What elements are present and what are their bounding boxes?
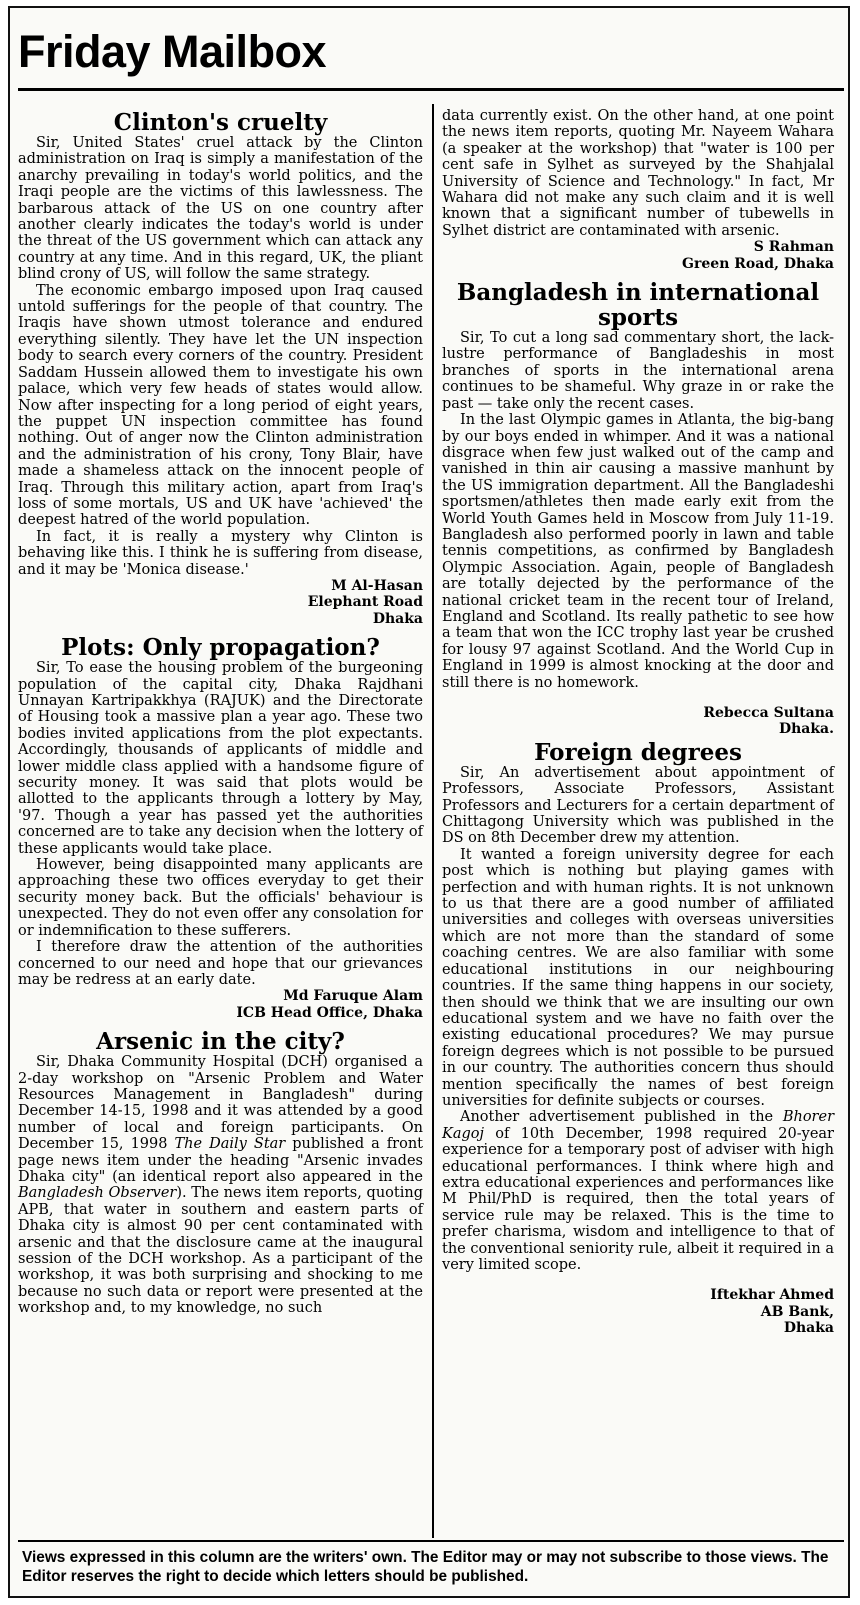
letter-signature-city: Dhaka. [778,721,834,738]
letter-headline: Foreign degrees [534,738,742,766]
letter-signature-name: Rebecca Sultana [703,705,834,721]
text-run: ). The news item reports, quoting APB, that water in southern and eastern parts of Dhaka city is almost 90 per cent contaminated with arsenic and that the disclosure came at the inaugural session of the DCH workshop. As a participant of the workshop, it was both surprising and shocking to me because no such data or report were presented at the workshop and, to my knowledge, no such [18,1185,423,1317]
letter-headline: Bangladesh in international sports [456,279,820,332]
letter-paragraph: It wanted a foreign university degree for each post which is nothing but playing games with perfection and with human rights. It is not unknown to us that there are a good number of affiliated universities and colleges with overseas universities which are not more than the standard of some coaching centres. We are also familiar with some educational institutions in our neighbouring countries. If the same thing happens in our society, then should we think that we are insulting our own educational system and we have no faith over the existing educational procedures? We may pursue foreign degrees which is not possible to be pursued in our country. The authorities concern thus should mention specifically the names of best foreign universities for definite subjects or courses. [442,846,834,1109]
letter-headline: Arsenic in the city? [96,1028,345,1056]
letter-signature-address: Elephant Road [307,594,423,611]
newspaper-name: The Daily Star [174,1136,286,1153]
column-divider [432,104,434,1538]
letter-signature-address: Green Road, Dhaka [682,255,834,272]
newspaper-name: Bangladesh Observer [18,1185,177,1202]
letter-sports [442,280,834,738]
masthead-rule [18,88,844,91]
letter-signature-name: Iftekhar Ahmed [710,1287,834,1304]
text-run: published a front page news item under the heading "Arsenic invades Dhaka city" (an identical report also appeared in the [18,1136,423,1185]
letter-paragraph: I therefore draw the attention of the authorities concerned to our need and hope that our grievances may be redress at an early date. [18,939,423,988]
text-run: Sir, Dhaka Community Hospital (DCH) organised a 2-day workshop on "Arsenic Problem and Water Resources Management in Bangladesh" during December 14-15, 1998 and it was attended by a good number of local and foreign participants. On December 15, 1998 [18,1054,423,1153]
letter-headline: Clinton's cruelty [113,109,328,136]
text-run: of 10th December, 1998 required 20-year experience for a temporary post of adviser with high educational performances. I think where high and extra educational experiences and performances like M Phil/PhD is required, then the total years of service rule may be relaxed. This is the time to prefer charisma, wisdom and intelligence to that of the conventional seniority rule, albeit it required in a very limited scope. [442,1125,834,1273]
newspaper-name: Bhorer Kagoj [442,1109,834,1142]
letter-paragraph: However, being disappointed many applicants are approaching these two offices everyday to get their security money back. But the officials' behaviour is unexpected. They do not even offer any consolation for or indemnification to these sufferers. [18,857,423,939]
editor-disclaimer: Views expressed in this column are the writers' own. The Editor may or may not subscribe to those views. The Editor reserves the right to decide which letters should be published. [22,1549,829,1585]
letter-arsenic [18,1029,423,1317]
letter-paragraph: The economic embargo imposed upon Iraq caused untold sufferings for the people of that country. The Iraqis have shown utmost tolerance and endured everything silently. They have let the UN inspection body to search every corners of the country. President Saddam Hussein allowed them to investigate his own palace, which very few heads of states would allow. Now after inspecting for a long period of eight years, the puppet UN inspection committee has found nothing. Out of anger now the Clinton administration and the administration of his crony, Tony Blair, have made a shameless attack on the innocent people of Iraq. Through this military action, apart from Iraq's loss of some mortals, US and UK have 'achieved' the deepest hatred of the world population. [18,282,423,529]
letter-paragraph: In fact, it is really a mystery why Clinton is behaving like this. I think he is suffering from disease, and it may be 'Monica disease.' [18,528,423,578]
text-run: Another advertisement published in the [460,1109,783,1126]
letter-paragraph: Sir, To cut a long sad commentary short, the lack-lustre performance of Bangladeshis in most branches of sports in the international arena continues to be shameful. Why graze in or rake the past — take only the recent cases. [442,330,834,412]
letter-signature-city: Dhaka [783,1320,834,1337]
left-column [18,108,423,1317]
letter-signature-name: S Rahman [753,239,834,256]
letter-signature-name: M Al-Hasan [331,577,423,594]
letter-paragraph [442,1109,834,1273]
letter-arsenic-continued [442,108,834,272]
letter-paragraph [18,1054,423,1317]
letter-signature-address: ICB Head Office, Dhaka [236,1004,423,1021]
letter-signature-address: AB Bank, [760,1303,834,1320]
letter-paragraph: Sir, United States' cruel attack by the Clinton administration on Iraq is simply a manifestation of the anarchy prevailing in today's world politics, and the Iraqi people are the victims of this lawlessness. The barbarous attack of the US on one country after another clearly indicates the today's world is under the threat of the US government which can attack any country at any time. And in this regard, UK, the pliant blind crony of US, will follow the same strategy. [18,135,423,283]
newspaper-page [8,6,850,1598]
page-title: Friday Mailbox [18,26,327,77]
letter-paragraph: Sir, To ease the housing problem of the burgeoning population of the capital city, Dhaka Rajdhani Unnayan Kartripakkhya (RAJUK) and the Directorate of Housing took a massive plan a year ago. These two bodies invited applications from the plot expectants. Accordingly, thousands of applicants of middle and lower middle class applied with a handsome figure of security money. It was said that plots would be allotted to the applicants through a lottery by May, '97. Though a year has passed yet the authorities concerned are to take any decision when the lottery of these applicants would take place. [18,660,423,857]
letter-signature-city: Dhaka [372,610,423,627]
footer-rule [18,1540,844,1542]
right-column [442,108,834,1337]
letter-foreign [442,740,834,1337]
letter-paragraph: Sir, An advertisement about appointment of Professors, Associate Professors, Assistant Professors and Lecturers for a certain department of Chittagong University which was published in the DS on 8th December drew my attention. [442,764,834,847]
letter-paragraph: In the last Olympic games in Atlanta, the big-bang by our boys ended in whimper. And it was a national disgrace when few just walked out of the camp and vanished in thin air causing a massive manhunt by the US immigration department. All the Bangladeshi sportsmen/athletes then made early exit from the World Youth Games held in Moscow from July 11-19. Bangladesh also performed poorly in lawn and table tennis competitions, as confirmed by Bangladesh Olympic Association. Again, people of Bangladesh are totally dejected by the performance of the national cricket team in the recent tour of Ireland, England and Scotland. Its really pathetic to see how a team that won the ICC trophy last year be crushed for lousy 97 against Scotland. And the World Cup in England in 1999 is almost knocking at the door and still there is no homework. [442,412,834,691]
letter-clinton [18,110,423,627]
letter-signature-name: Md Faruque Alam [283,988,423,1005]
letter-headline: Plots: Only propagation? [61,634,380,662]
letter-plots [18,635,423,1021]
letter-paragraph: data currently exist. On the other hand, at one point the news item reports, quoting Mr. Nayeem Wahara (a speaker at the workshop) that "water is 100 per cent safe in Sylhet as surveyed by the Shahjalal University of Science and Technology." In fact, Mr Wahara did not make any such claim and it is well known that a significant number of tubewells in Sylhet district are contaminated with arsenic. [442,108,834,239]
